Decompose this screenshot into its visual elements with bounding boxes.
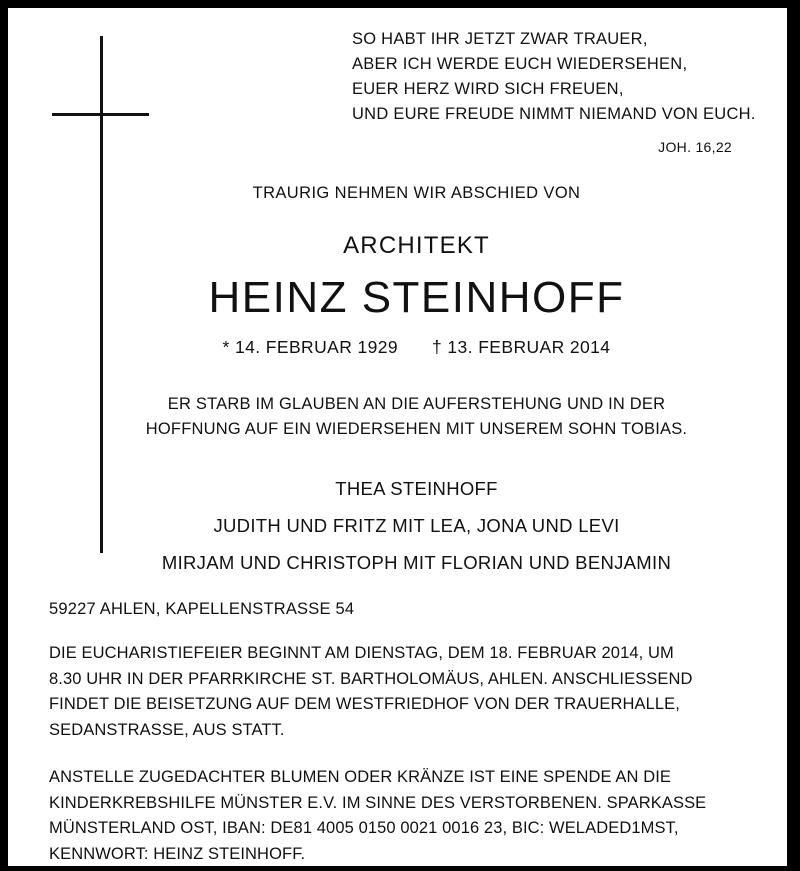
verse-line-4: UND EURE FREUDE NIMMT NIEMAND VON EUCH. <box>352 105 756 123</box>
lower-section <box>8 578 787 866</box>
faith-statement <box>8 392 787 442</box>
profession-text: ARCHITEKT <box>343 232 490 259</box>
address-line: 59227 AHLEN, KAPELLENSTRASSE 54 <box>49 600 355 618</box>
verse-line-3: EUER HERZ WIRD SICH FREUEN, <box>352 80 624 98</box>
birth-date: * 14. FEBRUAR 1929 <box>222 337 399 357</box>
donation-line-3: MÜNSTERLAND OST, IBAN: DE81 4005 0150 0021 0016 23, BIC: WELADED1MST, <box>49 819 679 837</box>
service-line-4: SEDANSTRASSE, AUS STATT. <box>49 720 285 739</box>
verse-line-1: SO HABT IHR JETZT ZWAR TRAUER, <box>352 30 648 48</box>
upper-section <box>8 8 787 581</box>
donation-details <box>49 765 765 866</box>
survivor-line: MIRJAM UND CHRISTOPH MIT FLORIAN UND BENJAMIN <box>161 552 672 573</box>
farewell-text: TRAURIG NEHMEN WIR ABSCHIED VON <box>252 184 581 202</box>
donation-line-1: ANSTELLE ZUGEDACHTER BLUMEN ODER KRÄNZE IST EINE SPENDE AN DIE <box>49 768 672 786</box>
faith-line-2: HOFFNUNG AUF EIN WIEDERSEHEN MIT UNSEREM SOHN TOBIAS. <box>145 420 688 438</box>
service-line-2: 8.30 UHR IN DER PFARRKIRCHE ST. BARTHOLOMÄUS, AHLEN. ANSCHLIESSEND <box>49 669 693 688</box>
bible-verse <box>352 27 756 127</box>
death-notice-card <box>8 8 787 866</box>
service-details <box>49 641 765 743</box>
life-dates <box>8 337 787 358</box>
donation-line-2: KINDERKREBSHILFE MÜNSTER E.V. IM SINNE DES VERSTORBENEN. SPARKASSE <box>49 793 707 812</box>
death-date: † 13. FEBRUAR 2014 <box>432 337 611 357</box>
donation-line-4: KENNWORT: HEINZ STEINHOFF. <box>49 844 306 863</box>
service-line-1: DIE EUCHARISTIEFEIER BEGINNT AM DIENSTAG, DEM 18. FEBRUAR 2014, UM <box>49 644 674 662</box>
faith-line-1: ER STARB IM GLAUBEN AN DIE AUFERSTEHUNG UND IN DER <box>167 395 666 413</box>
survivors-list <box>8 470 787 581</box>
survivor-line: THEA STEINHOFF <box>335 478 498 499</box>
notice-content <box>8 8 787 866</box>
survivor-line: JUDITH UND FRITZ MIT LEA, JONA UND LEVI <box>213 515 620 536</box>
service-line-3: FINDET DIE BEISETZUNG AUF DEM WESTFRIEDHOF VON DER TRAUERHALLE, <box>49 695 680 713</box>
verse-reference: JOH. 16,22 <box>658 139 732 155</box>
verse-line-2: ABER ICH WERDE EUCH WIEDERSEHEN, <box>352 55 688 73</box>
deceased-name: HEINZ STEINHOFF <box>208 273 625 322</box>
